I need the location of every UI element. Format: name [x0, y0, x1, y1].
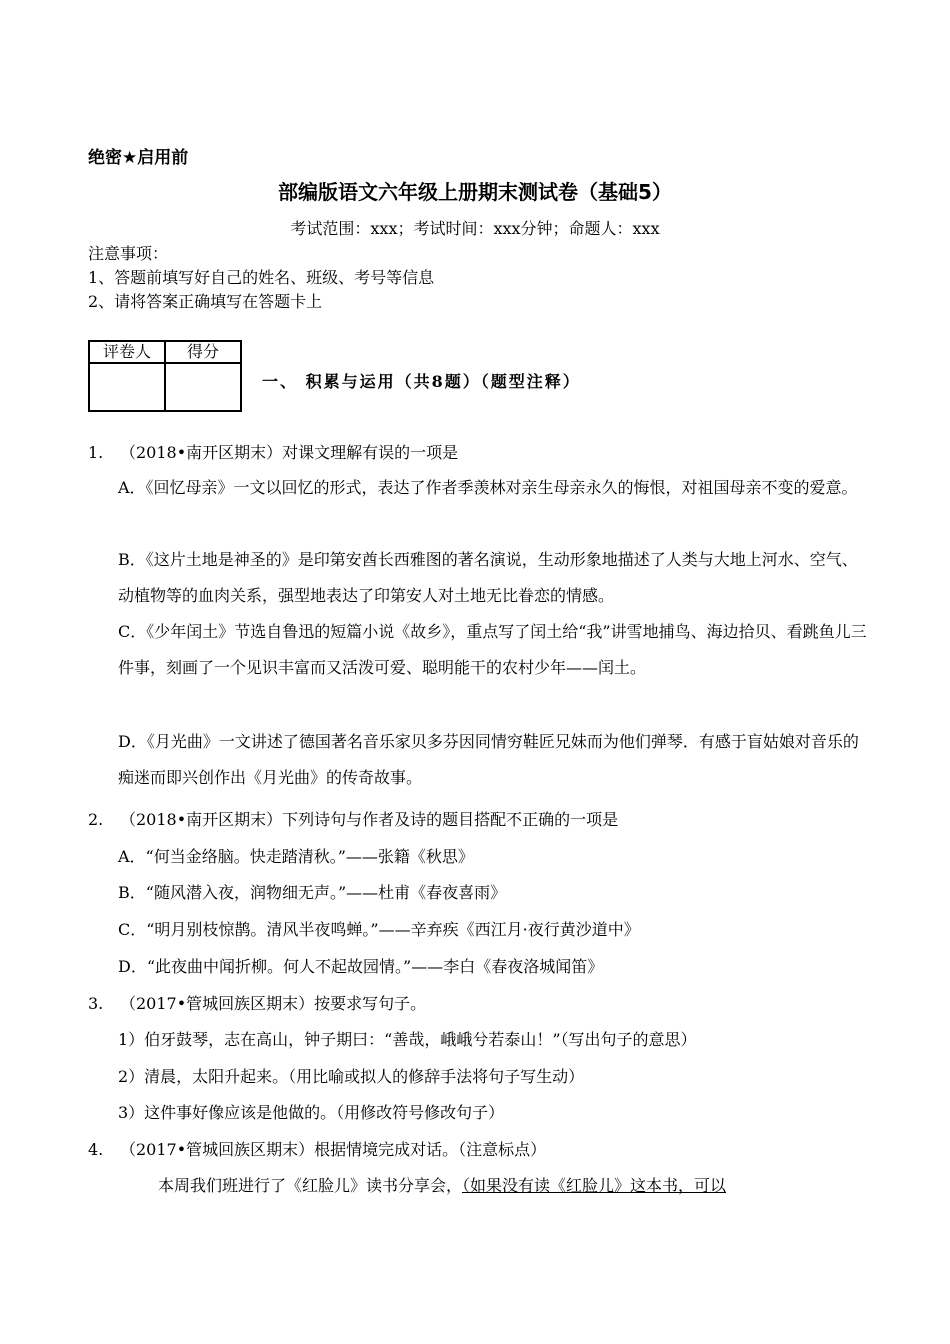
- passage-underlined-text: （如果没有读《红脸儿》这本书，可以: [462, 1176, 727, 1195]
- question-3-stem: [88, 991, 426, 1014]
- grading-table: [88, 340, 242, 412]
- grader-cell[interactable]: [89, 363, 165, 411]
- question-3-item-1: 1）伯牙鼓琴，志在高山，钟子期曰：“善哉，峨峨兮若泰山！”（写出句子的意思）: [118, 1030, 697, 1049]
- passage-text: 本周我们班进行了《红脸儿》读书分享会，: [158, 1176, 463, 1195]
- score-header: 得分: [165, 341, 241, 363]
- notes-block: [88, 242, 434, 314]
- question-2-option-d: D．“此夜曲中闻折柳。何人不起故园情。”——李白《春夜洛城闻笛》: [118, 957, 604, 976]
- section-title: 一、 积累与运用（共8题）（题型注释）: [262, 372, 581, 391]
- question-number: 3.: [88, 994, 104, 1013]
- grader-header: 评卷人: [89, 341, 165, 363]
- question-4-stem: [88, 1137, 546, 1160]
- confidential-label: 绝密★启用前: [88, 148, 189, 168]
- notes-item: 2、请将答案正确填写在答题卡上: [88, 292, 323, 311]
- question-1-option-b: B．《这片土地是神圣的》是印第安酋长西雅图的著名演说，生动形象地描述了人类与大地上河水、空气、动植物等的血肉关系，强型地表达了印第安人对土地无比眷恋的情感。: [118, 550, 858, 605]
- question-3-item-3: 3）这件事好像应该是他做的。（用修改符号修改句子）: [118, 1103, 505, 1122]
- question-2-option-b: B．“随风潜入夜，润物细无声。”——杜甫《春夜喜雨》: [118, 883, 507, 902]
- question-number: 2.: [88, 810, 104, 829]
- question-4-passage: [118, 1173, 868, 1196]
- question-text: （2018•南开区期末）对课文理解有误的一项是: [120, 443, 459, 462]
- notes-heading: 注意事项：: [88, 244, 169, 263]
- question-1-option-d: D．《月光曲》一文讲述了德国著名音乐家贝多芬因同情穷鞋匠兄妹而为他们弹琴．有感于盲姑娘对音乐的痴迷而即兴创作出《月光曲》的传奇故事。: [118, 732, 859, 787]
- page-title: 部编版语文六年级上册期末测试卷（基础5）: [278, 180, 672, 204]
- question-1-stem: [88, 440, 458, 463]
- question-number: 4.: [88, 1140, 104, 1159]
- question-3-item-2: 2）清晨，太阳升起来。（用比喻或拟人的修辞手法将句子写生动）: [118, 1067, 585, 1086]
- score-cell[interactable]: [165, 363, 241, 411]
- question-2-option-a: A．“何当金络脑。快走踏清秋。”——张籍《秋思》: [118, 847, 474, 866]
- question-1-option-a: A．《回忆母亲》一文以回忆的形式，表达了作者季羡林对亲生母亲永久的悔恨，对祖国母亲不变的爱意。: [118, 478, 858, 497]
- question-text: （2017•管城回族区期末）根据情境完成对话。（注意标点）: [120, 1140, 547, 1159]
- question-text: （2018•南开区期末）下列诗句与作者及诗的题目搭配不正确的一项是: [120, 810, 619, 829]
- question-2-option-c: C．“明月别枝惊鹊。清风半夜鸣蝉。”——辛弃疾《西江月·夜行黄沙道中》: [118, 920, 640, 939]
- question-number: 1.: [88, 443, 104, 462]
- notes-item: 1、答题前填写好自己的姓名、班级、考号等信息: [88, 268, 435, 287]
- question-2-stem: [88, 807, 618, 830]
- question-text: （2017•管城回族区期末）按要求写句子。: [120, 994, 427, 1013]
- exam-info: 考试范围：xxx；考试时间：xxx分钟；命题人：xxx: [290, 219, 660, 238]
- question-1-option-c: C．《少年闰土》节选自鲁迅的短篇小说《故乡》，重点写了闰土给“我”讲雪地捕鸟、海边拾贝、看跳鱼儿三件事，刻画了一个见识丰富而又活泼可爱、聪明能干的农村少年——闰土。: [118, 622, 867, 677]
